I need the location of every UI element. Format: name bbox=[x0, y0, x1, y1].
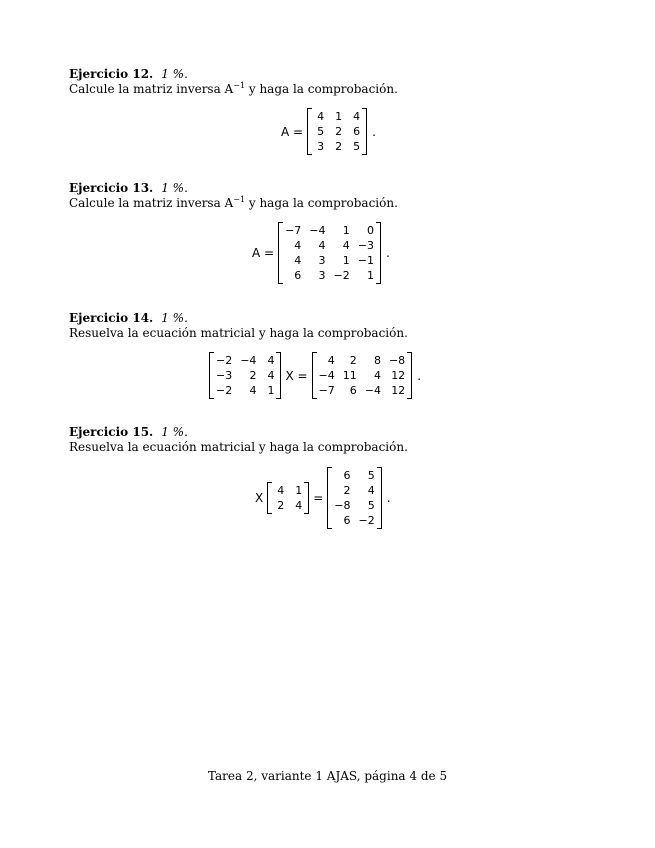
exercise-weight: 1 %. bbox=[161, 311, 188, 325]
exercise-weight: 1 %. bbox=[161, 425, 188, 439]
matrix-cell: 5 bbox=[367, 499, 375, 512]
exercise-statement: Resuelva la ecuación matricial y haga la comprobación. bbox=[69, 326, 408, 340]
matrix-cell: −7 bbox=[285, 224, 302, 237]
matrix-cell: −4 bbox=[309, 224, 326, 237]
unknown-equals: X = bbox=[285, 368, 308, 383]
matrix-cell: −2 bbox=[216, 354, 233, 367]
statement-text: Calcule la matriz inversa A bbox=[69, 82, 234, 96]
matrix-cell: 4 bbox=[318, 239, 326, 252]
matrix-cell: 0 bbox=[366, 224, 374, 237]
matrix-cell: −8 bbox=[334, 499, 351, 512]
matrix-cell: 2 bbox=[349, 354, 357, 367]
exercise-14 bbox=[69, 311, 589, 341]
matrix-cell: 4 bbox=[249, 384, 257, 397]
matrix-cell: 6 bbox=[343, 514, 351, 527]
page-footer: Tarea 2, variante 1 AJAS, página 4 de 5 bbox=[207, 769, 448, 783]
equation-12 bbox=[277, 108, 376, 155]
matrix-cell: 1 bbox=[267, 384, 275, 397]
statement-superscript: −1 bbox=[233, 81, 246, 90]
matrix-cell: 8 bbox=[373, 354, 381, 367]
matrix-cell: 4 bbox=[367, 484, 375, 497]
matrix bbox=[307, 108, 367, 155]
matrix-cell: 4 bbox=[353, 110, 361, 123]
equation-period: . bbox=[385, 246, 390, 260]
matrix-cell: 4 bbox=[277, 484, 285, 497]
exercise-heading bbox=[69, 311, 589, 326]
matrix-cell: 12 bbox=[391, 369, 406, 382]
coefficient-matrix bbox=[209, 352, 281, 399]
matrix-cell: 4 bbox=[267, 369, 275, 382]
matrix-cell: 4 bbox=[295, 499, 303, 512]
matrix-cell: 1 bbox=[342, 224, 350, 237]
matrix-cell: −2 bbox=[358, 514, 375, 527]
exercise-weight: 1 %. bbox=[161, 181, 188, 195]
equation-period: . bbox=[417, 368, 422, 383]
matrix-cell: 2 bbox=[277, 499, 285, 512]
matrix-cell: 2 bbox=[343, 484, 351, 497]
matrix-cell: 6 bbox=[294, 269, 302, 282]
matrix-cell: 3 bbox=[318, 269, 326, 282]
exercise-12 bbox=[69, 67, 589, 97]
matrix-cell: −2 bbox=[216, 384, 233, 397]
matrix-cell: −8 bbox=[388, 354, 406, 367]
matrix-cell: 6 bbox=[349, 384, 357, 397]
equals-sign: = bbox=[313, 491, 324, 505]
matrix-cell: 4 bbox=[267, 354, 275, 367]
matrix-cell: −3 bbox=[357, 239, 374, 252]
result-matrix bbox=[327, 467, 381, 529]
exercise-title: Ejercicio 12. bbox=[69, 67, 154, 81]
exercise-statement bbox=[69, 196, 589, 211]
matrix bbox=[278, 222, 381, 284]
matrix-cell: 5 bbox=[353, 140, 361, 153]
matrix-cell: −7 bbox=[318, 384, 335, 397]
matrix-cell: 12 bbox=[391, 384, 406, 397]
exercise-heading bbox=[69, 67, 589, 82]
matrix-cell: 4 bbox=[317, 110, 325, 123]
exercise-statement: Resuelva la ecuación matricial y haga la comprobación. bbox=[69, 440, 408, 454]
matrix-cell: 3 bbox=[317, 140, 325, 153]
exercise-15 bbox=[69, 425, 589, 455]
exercise-weight: 1 %. bbox=[161, 67, 188, 81]
matrix-cell: −4 bbox=[318, 369, 335, 382]
matrix-cell: 3 bbox=[318, 254, 326, 267]
matrix-cell: 2 bbox=[249, 369, 257, 382]
equation-15 bbox=[251, 467, 391, 529]
matrix-cell: −4 bbox=[364, 384, 381, 397]
statement-text-end: y haga la comprobación. bbox=[245, 82, 398, 96]
unknown-x: X bbox=[255, 491, 264, 505]
exercise-heading bbox=[69, 181, 589, 196]
matrix-cell: 5 bbox=[317, 125, 325, 138]
lhs-label: A = bbox=[252, 246, 275, 260]
matrix-cell: 4 bbox=[294, 254, 302, 267]
statement-text-end: y haga la comprobación. bbox=[245, 196, 398, 210]
matrix-cell: 4 bbox=[342, 239, 350, 252]
exercise-title: Ejercicio 13. bbox=[69, 181, 154, 195]
matrix-cell: 6 bbox=[353, 125, 361, 138]
matrix-cell: 2 bbox=[335, 125, 343, 138]
matrix-cell: 11 bbox=[342, 369, 357, 382]
matrix-cell: 1 bbox=[342, 254, 350, 267]
exercise-heading bbox=[69, 425, 589, 440]
result-matrix bbox=[312, 352, 413, 399]
matrix-cell: 1 bbox=[335, 110, 343, 123]
exercise-statement bbox=[69, 82, 589, 97]
matrix-cell: 5 bbox=[367, 469, 375, 482]
matrix-cell: −1 bbox=[357, 254, 374, 267]
equation-period: . bbox=[386, 491, 391, 505]
matrix-cell: 1 bbox=[366, 269, 374, 282]
exercise-title: Ejercicio 15. bbox=[69, 425, 154, 439]
lhs-label: A = bbox=[281, 124, 304, 139]
matrix-cell: 6 bbox=[343, 469, 351, 482]
matrix-cell: −2 bbox=[333, 269, 350, 282]
coefficient-matrix bbox=[267, 482, 309, 514]
matrix-cell: 2 bbox=[335, 140, 343, 153]
matrix-cell: −4 bbox=[240, 354, 257, 367]
exercise-13 bbox=[69, 181, 589, 211]
statement-text: Calcule la matriz inversa A bbox=[69, 196, 234, 210]
matrix-cell: −3 bbox=[216, 369, 233, 382]
statement-superscript: −1 bbox=[233, 195, 246, 204]
matrix-cell: 4 bbox=[373, 369, 381, 382]
equation-period: . bbox=[372, 124, 376, 139]
equation-14 bbox=[209, 352, 421, 399]
matrix-cell: 4 bbox=[327, 354, 335, 367]
matrix-cell: 4 bbox=[294, 239, 302, 252]
equation-13 bbox=[248, 222, 390, 284]
exercise-title: Ejercicio 14. bbox=[69, 311, 154, 325]
matrix-cell: 1 bbox=[295, 484, 303, 497]
